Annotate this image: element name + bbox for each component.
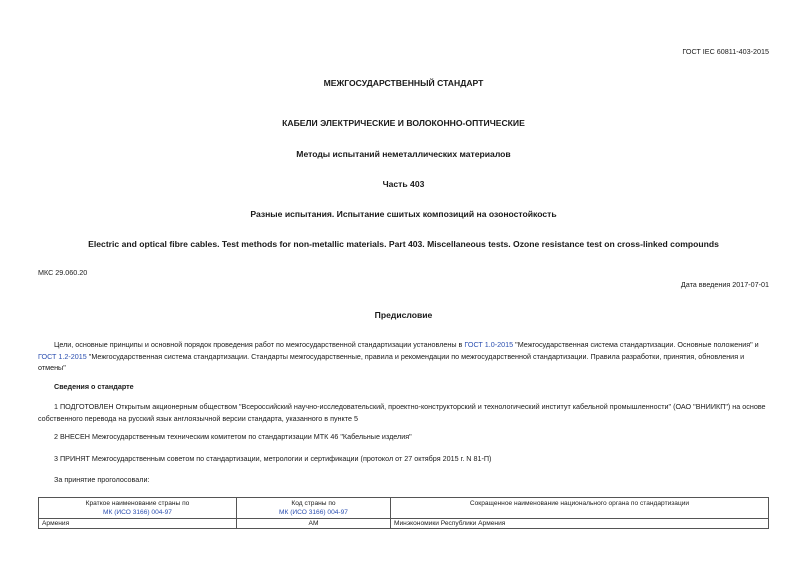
item-3-adopted: 3 ПРИНЯТ Межгосударственным советом по стандартизации, метрологии и сертификации (протокол от 27 октября 2015 г. N 81-П) xyxy=(54,454,492,463)
mks-code: МКС 29.060.20 xyxy=(38,268,88,277)
item-1-prepared xyxy=(38,401,769,424)
gost-1-2-2015-link[interactable]: ГОСТ 1.2-2015 xyxy=(38,351,87,361)
foreword-text-3: "Межгосударственная система стандартизации. Стандарты межгосударственные, правила и рекомендации по межгосударственной стандартизации. Правила разработки, принятия, обновления и xyxy=(88,351,745,361)
english-title: Electric and optical fibre cables. Test methods for non-metallic materials. Part 403. Miscellaneous tests. Ozone resistance test on cross-linked compounds xyxy=(88,239,719,249)
document-code: ГОСТ IEC 60811-403-2015 xyxy=(682,47,769,56)
cell-code: AM xyxy=(237,519,391,529)
voted-label: За принятие проголосовали: xyxy=(54,475,150,484)
standard-info-heading: Сведения о стандарте xyxy=(54,382,134,391)
header-country-name xyxy=(39,498,237,519)
table-header-row xyxy=(39,498,769,519)
cell-body: Минэкономики Республики Армения xyxy=(391,519,769,529)
item-1-line-2: собственного перевода на русский язык англоязычной версии стандарта, указанного в пункте 5 xyxy=(38,413,358,423)
table-row xyxy=(39,519,769,529)
document-subtitle: Методы испытаний неметаллических материалов xyxy=(296,149,511,159)
mk-iso-3166-link[interactable]: МК (ИСО 3166) 004-97 xyxy=(103,508,172,516)
header-country-line-1: Краткое наименование страны по xyxy=(85,500,190,507)
introduction-date: Дата введения 2017-07-01 xyxy=(680,280,769,289)
foreword-text-2: "Межгосударственная система стандартизации. Основные положения" и xyxy=(515,340,759,349)
foreword-heading: Предисловие xyxy=(374,310,433,320)
part-title: Разные испытания. Испытание сшитых композиций на озоностойкость xyxy=(250,209,557,219)
standard-type-heading: МЕЖГОСУДАРСТВЕННЫЙ СТАНДАРТ xyxy=(323,78,484,88)
voting-countries-table xyxy=(38,497,769,529)
item-2-submitted: 2 ВНЕСЕН Межгосударственным техническим комитетом по стандартизации МТК 46 "Кабельные изделия" xyxy=(54,432,412,441)
foreword-text-4: отмены" xyxy=(38,363,66,372)
header-country-code xyxy=(237,498,391,519)
part-number: Часть 403 xyxy=(382,179,425,189)
cell-country: Армения xyxy=(39,519,237,529)
item-1-line-1: 1 ПОДГОТОВЛЕН Открытым акционерным обществом "Всероссийский научно-исследовательский, проектно-конструкторский и технологический институт кабельной промышленности" (ОАО "ВНИИКП") на основе xyxy=(54,402,766,411)
document-title: КАБЕЛИ ЭЛЕКТРИЧЕСКИЕ И ВОЛОКОННО-ОПТИЧЕСКИЕ xyxy=(282,118,525,128)
foreword-paragraph xyxy=(38,339,769,374)
foreword-text-1: Цели, основные принципы и основной порядок проведения работ по межгосударственной стандартизации установлены в xyxy=(54,340,463,349)
header-national-body: Сокращенное наименование национального органа по стандартизации xyxy=(391,498,769,519)
header-code-line-1: Код страны по xyxy=(291,500,336,507)
gost-1-0-2015-link[interactable]: ГОСТ 1.0-2015 xyxy=(464,340,514,349)
mk-iso-3166-link[interactable]: МК (ИСО 3166) 004-97 xyxy=(279,508,348,516)
